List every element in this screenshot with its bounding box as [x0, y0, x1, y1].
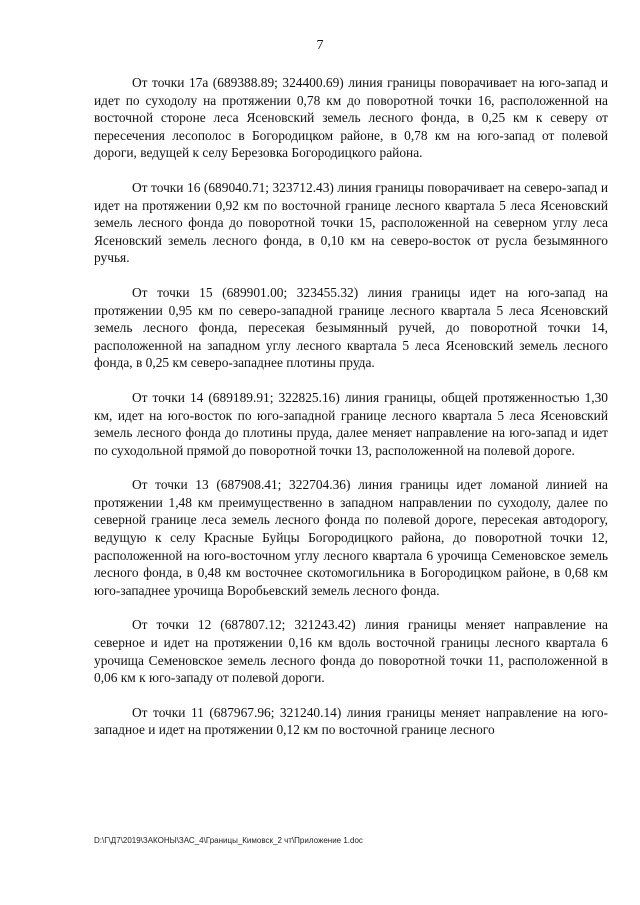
page-number: 7 — [316, 38, 324, 53]
paragraph-point-15: От точки 15 (689901.00; 323455.32) линия границы идет на юго-запад на протяжении 0,95 км по северо-западной границе лесного квартала 5 леса Ясеновский земель лесного фонда, пересекая безымянный ручей, до поворотной точки 14, расположенной на западном углу лесного квартала 5 леса Ясеновский земель лесного фонда, в 0,25 км северо-западнее плотины пруда. — [94, 284, 608, 371]
document-body — [94, 74, 608, 756]
paragraph-point-16: От точки 16 (689040.71; 323712.43) линия границы поворачивает на северо-запад и идет на протяжении 0,92 км по восточной границе лесного квартала 5 леса Ясеновский земель лесного фонда до поворотной точки 15, расположенной на северном углу леса Ясеновский земель лесного фонда, в 0,10 км на северо-восток от русла безымянного ручья. — [94, 179, 608, 266]
paragraph-point-13: От точки 13 (687908.41; 322704.36) линия границы идет ломаной линией на протяжении 1,48 км преимущественно в западном направлении по суходолу, далее по северной границе леса земель лесного фонда по полевой дороге, пересекая автодорогу, ведущую к селу Красные Буйцы Богородицкого района, до поворотной точки 12, расположенной на юго-восточном углу лесного квартала 6 урочища Семеновское земель лесного фонда, в 0,48 км восточнее скотомогильника в Богородицком районе, в 0,68 км юго-западнее урочища Воробьевский земель лесного фонда. — [94, 477, 608, 598]
paragraph-point-12: От точки 12 (687807.12; 321243.42) линия границы меняет направление на северное и идет на протяжении 0,16 км вдоль восточной границы лесного квартала 6 урочища Семеновское земель лесного фонда до поворотной точки 11, расположенной в 0,06 км к юго-западу от полевой дороги. — [94, 617, 608, 686]
paragraph-point-14: От точки 14 (689189.91; 322825.16) линия границы, общей протяженностью 1,30 км, идет на юго-восток по юго-западной границе лесного квартала 5 леса Ясеновский земель лесного фонда до плотины пруда, далее меняет направление на юго-запад и идет по суходольной прямой до поворотной точки 13, расположенной на полевой дороге. — [94, 389, 608, 458]
paragraph-point-17a: От точки 17а (689388.89; 324400.69) линия границы поворачивает на юго-запад и идет по суходолу на протяжении 0,78 км до поворотной точки 16, расположенной на восточной стороне леса Ясеновский земель лесного фонда, в 0,25 км к северу от пересечения лесополос в Богородицком районе, в 0,78 км на юго-запад от полевой дороги, ведущей к селу Березовка Богородицкого района. — [94, 75, 608, 161]
paragraph-point-11: От точки 11 (687967.96; 321240.14) линия границы меняет направление на юго-западное и идет на протяжении 0,12 км по восточной границе лесного — [94, 704, 608, 738]
footer-file-path: D:\Г\Д7\2019\ЗАКОНЫ\ЗАС_4\Границы_Кимовск_2 чт\Приложение 1.doc — [94, 836, 363, 845]
